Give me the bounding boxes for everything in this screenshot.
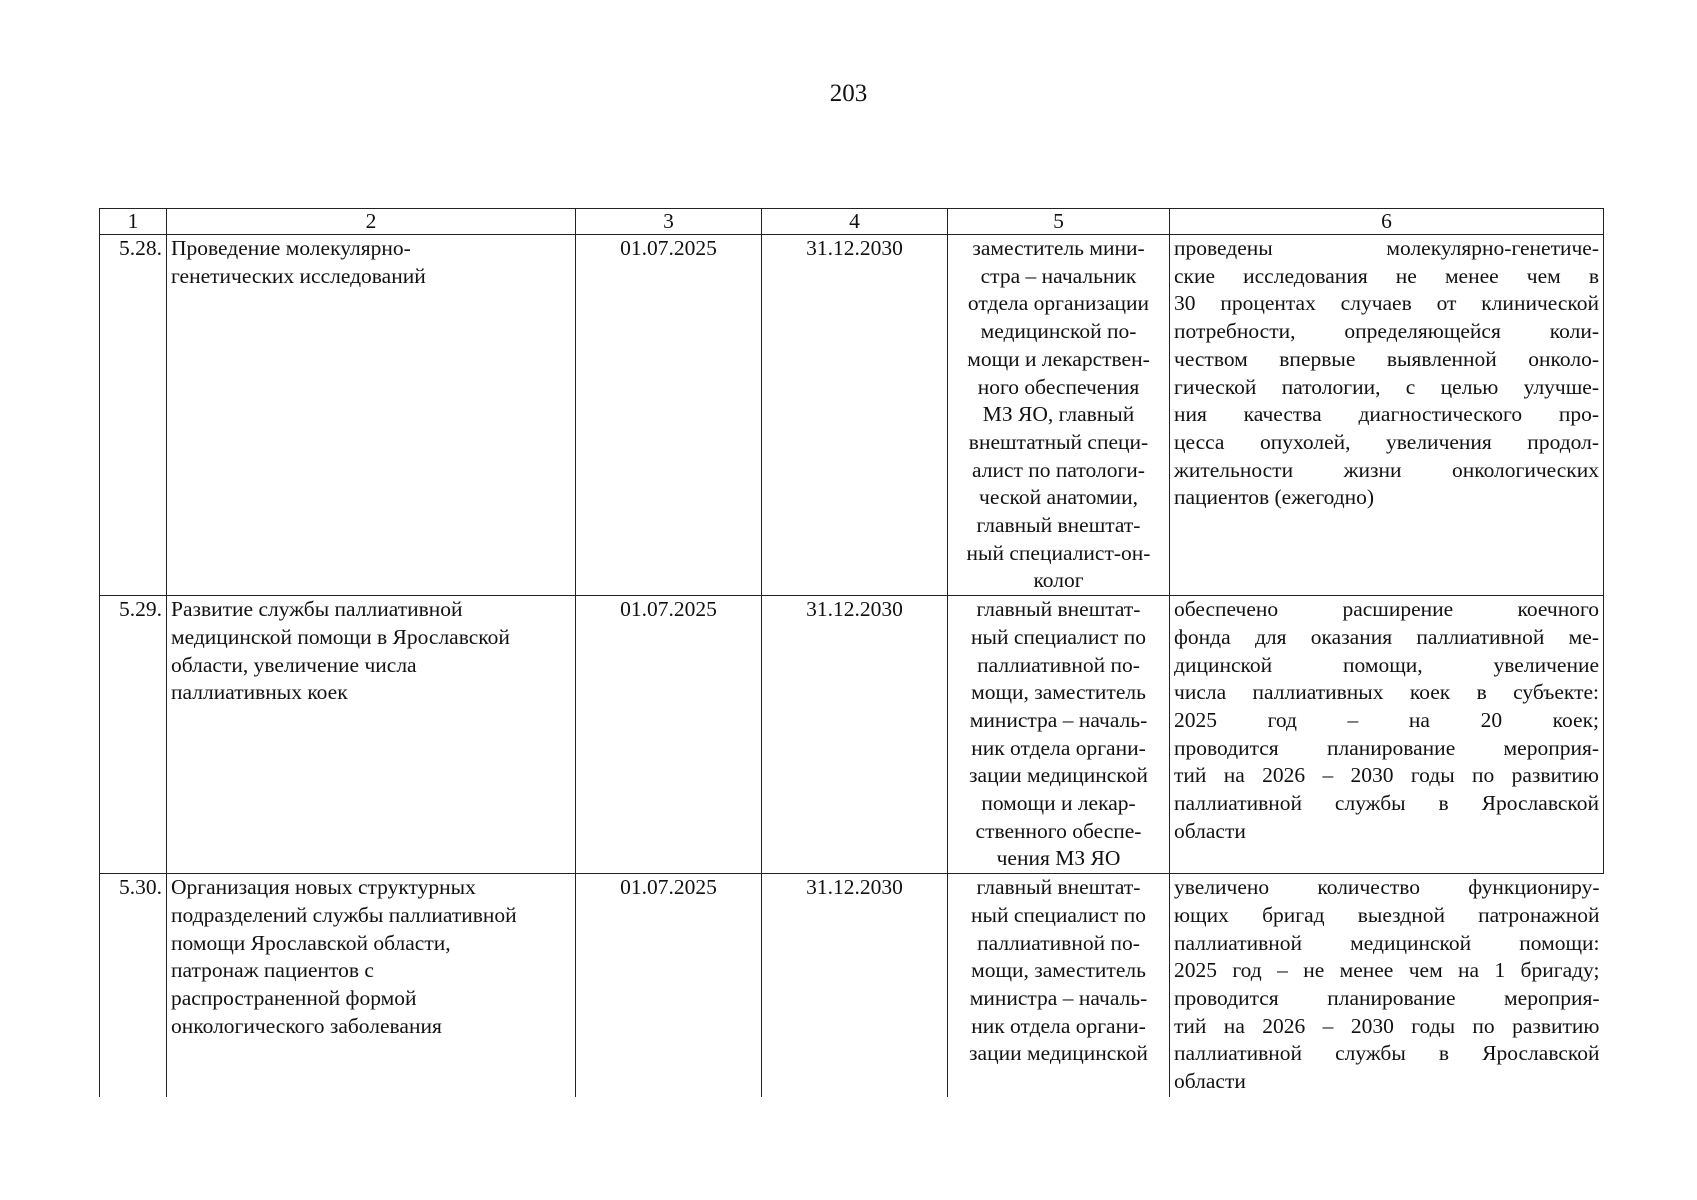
column-header: 1 [100,209,167,235]
responsible-line: главный внештат- [976,597,1141,622]
expected-result-line: цесса опухолей, увеличения продол- [1174,429,1599,454]
responsible-line: ный специалист по [971,624,1146,649]
measure-name-line: онкологического заболевания [171,1013,442,1038]
measure-name-line: медицинской помощи в Ярославской [171,624,510,649]
expected-result-line: тий на 2026 – 2030 годы по развитию [1174,763,1599,788]
measures-table [99,208,1604,1097]
measure-name-line: генетических исследований [171,263,426,288]
end-date: 31.12.2030 [762,235,948,596]
measure-name-line: Развитие службы паллиативной [171,597,463,622]
expected-result-line: паллиативной службы в Ярославской [1174,791,1599,816]
expected-result-line: увеличено количество функциониру- [1174,875,1600,900]
column-header: 5 [948,209,1170,235]
end-date: 31.12.2030 [762,596,948,874]
header-row [100,209,1604,235]
responsible-line: министра – началь- [969,707,1148,732]
expected-result-line: тий на 2026 – 2030 годы по развитию [1174,1013,1600,1038]
expected-result [1170,235,1604,596]
expected-result-line: чеством впервые выявленной онколо- [1174,346,1599,371]
responsible [948,235,1170,596]
responsible-line: зации медицинской [969,1041,1148,1066]
expected-result-line: 30 процентах случаев от клинической [1174,291,1599,316]
row-number: 5.30. [100,874,167,1097]
expected-result-line: фонда для оказания паллиативной ме- [1174,624,1599,649]
measure-name [167,235,576,596]
responsible-line: ный специалист-он- [966,540,1151,565]
responsible-line: заместитель мини- [972,236,1145,260]
start-date: 01.07.2025 [576,874,762,1097]
responsible-line: отдела организации [967,291,1150,316]
expected-result [1170,596,1604,874]
expected-result-line: ния качества диагностического про- [1174,402,1599,427]
start-date: 01.07.2025 [576,235,762,596]
row-number: 5.29. [100,596,167,874]
column-header: 6 [1170,209,1604,235]
expected-result-line: паллиативной службы в Ярославской [1174,1041,1600,1066]
end-date: 31.12.2030 [762,874,948,1097]
responsible-line: медицинской по- [980,319,1137,344]
expected-result-line: ющих бригад выездной патронажной [1174,902,1600,927]
column-header: 3 [576,209,762,235]
responsible-line: помощи и лекар- [981,791,1136,816]
expected-result-line: области [1174,1069,1246,1094]
responsible-line: ник отдела органи- [971,735,1146,760]
responsible [948,596,1170,874]
table-row [100,596,1604,874]
responsible-line: зации медицинской [969,763,1148,788]
expected-result-line: 2025 год – на 20 коек; [1174,707,1599,732]
measure-name-line: распространенной формой [171,985,417,1010]
responsible-line: чения МЗ ЯО [996,846,1121,871]
responsible-line: ческой анатомии, [979,485,1138,510]
measure-name-line: паллиативных коек [171,680,348,705]
responsible-line: мощи, заместитель [971,680,1146,705]
measure-name-line: помощи Ярославской области, [171,930,451,955]
column-header: 2 [167,209,576,235]
table-row [100,235,1604,596]
expected-result-line: проводится планирование мероприя- [1174,985,1600,1010]
expected-result-line: гической патологии, с целью улучше- [1174,374,1599,399]
measure-name-line: патронаж пациентов с [171,958,374,983]
expected-result-line: жительности жизни онкологических [1174,457,1599,482]
expected-result-line: области [1174,818,1246,843]
responsible-line: внештатный специ- [968,429,1149,454]
table-row [100,874,1604,1097]
responsible-line: паллиативной по- [977,652,1140,677]
responsible-line: министра – началь- [969,985,1148,1010]
responsible-line: главный внештат- [976,513,1141,538]
expected-result-line: потребности, определяющейся коли- [1174,319,1599,344]
expected-result-line: проводится планирование мероприя- [1174,735,1599,760]
measure-name-line: подразделений службы паллиативной [171,902,517,927]
expected-result-line: проведены молекулярно-генетиче- [1174,236,1599,260]
measure-name [167,874,576,1097]
expected-result-line: паллиативной медицинской помощи: [1174,930,1600,955]
responsible-line: ного обеспечения [977,374,1140,399]
responsible-line: ственного обеспе- [975,818,1142,843]
expected-result [1170,874,1604,1097]
page-number: 203 [829,80,868,107]
expected-result-line: числа паллиативных коек в субъекте: [1174,680,1599,705]
expected-result-line: пациентов (ежегодно) [1174,485,1375,510]
expected-result-line: дицинской помощи, увеличение [1174,652,1599,677]
responsible-line: мощи, заместитель [971,958,1146,983]
row-number: 5.28. [100,235,167,596]
expected-result-line: обеспечено расширение коечного [1174,597,1599,622]
responsible-line: паллиативной по- [977,930,1140,955]
responsible-line: мощи и лекарствен- [967,346,1150,371]
responsible-line: колог [1033,568,1084,593]
responsible-line: МЗ ЯО, главный [982,402,1135,427]
expected-result-line: ские исследования не менее чем в [1174,263,1599,288]
start-date: 01.07.2025 [576,596,762,874]
measure-name-line: Проведение молекулярно- [171,236,411,260]
column-header: 4 [762,209,948,235]
responsible [948,874,1170,1097]
responsible-line: ник отдела органи- [971,1013,1146,1038]
measure-name-line: Организация новых структурных [171,875,476,900]
responsible-line: главный внештат- [976,875,1141,900]
expected-result-line: 2025 год – не менее чем на 1 бригаду; [1174,958,1600,983]
measure-name [167,596,576,874]
measure-name-line: области, увеличение числа [171,652,417,677]
responsible-line: ный специалист по [971,902,1146,927]
responsible-line: стра – начальник [980,263,1137,288]
responsible-line: алист по патологи- [972,457,1145,482]
